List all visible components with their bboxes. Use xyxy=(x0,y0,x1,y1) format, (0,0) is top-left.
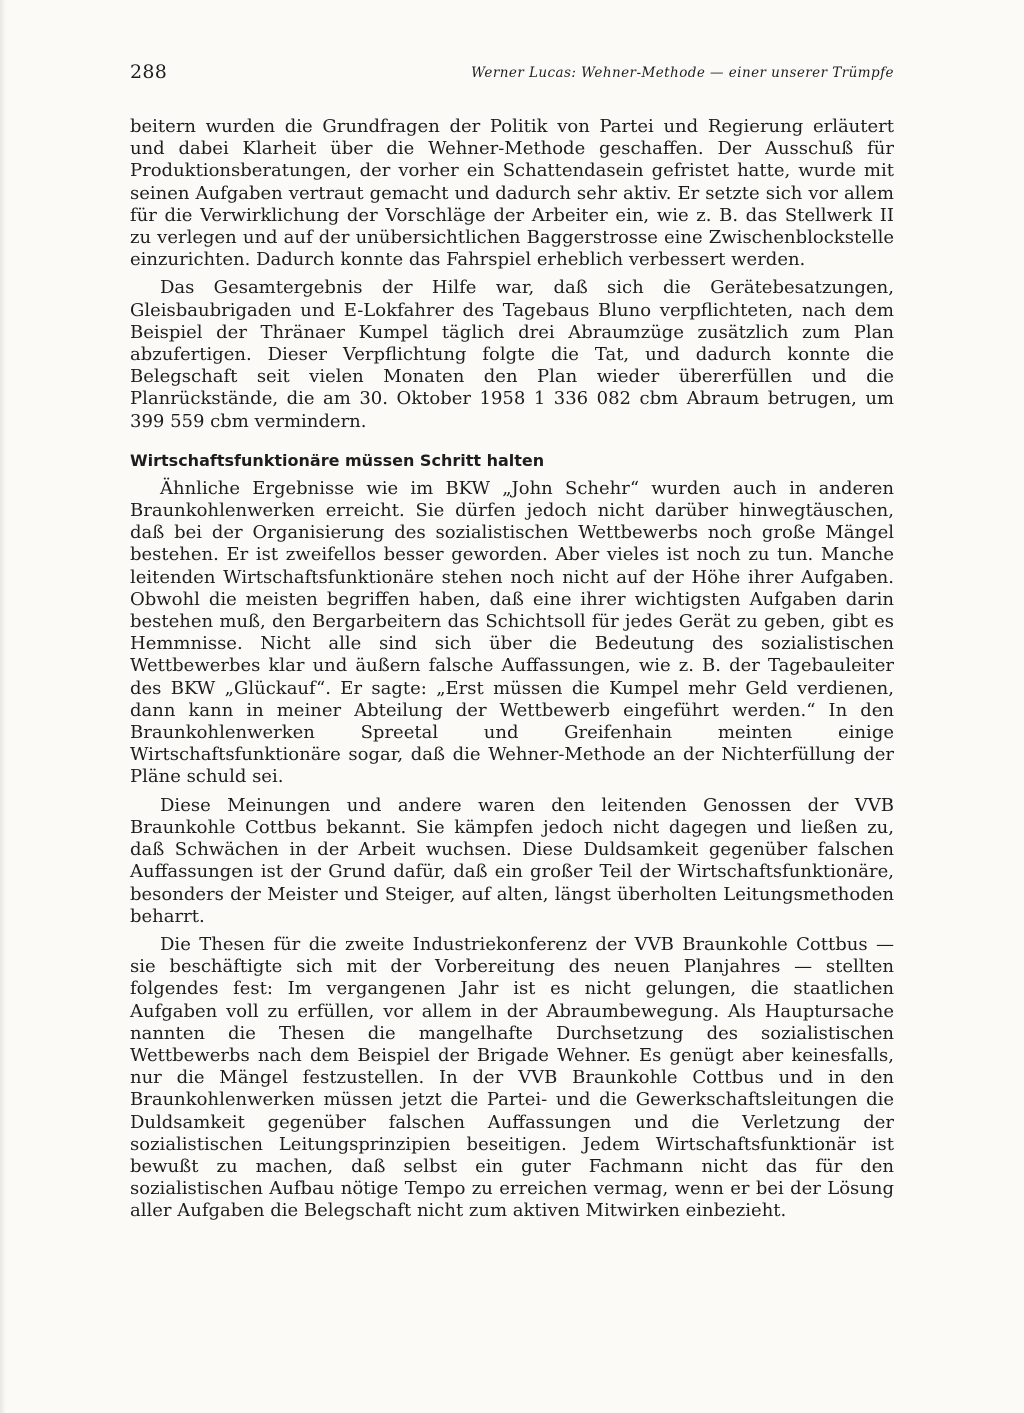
running-title: Werner Lucas: Wehner-Methode — einer unserer Trümpfe xyxy=(471,65,894,81)
article-body xyxy=(130,116,894,1223)
page-header xyxy=(130,58,894,88)
body-paragraph-opinions: Diese Meinungen und andere waren den leitenden Genossen der VVB Braunkohle Cottbus bekannt. Sie kämpfen jedoch nicht dagegen und ließen zu, daß Schwächen in der Arbeit wuchsen. Diese Duldsamkeit gegenüber falschen Auffassungen ist der Grund dafür, daß ein großer Teil der Wirtschaftsfunktionäre, besonders der Meister und Steiger, auf alten, längst überholten Leitungsmethoden beharrt. xyxy=(130,794,894,927)
body-paragraph-similar-results: Ähnliche Ergebnisse wie im BKW „John Schehr“ wurden auch in anderen Braunkohlenwerken erreicht. Sie dürfen jedoch nicht darüber hinwegtäuschen, daß bei der Organisierung des sozialistischen Wettbewerbs noch große Mängel bestehen. Er ist zweifellos besser geworden. Aber vieles ist noch zu tun. Manche leitenden Wirtschaftsfunktionäre stehen noch nicht auf der Höhe ihrer Aufgaben. Obwohl die meisten begriffen haben, daß eine ihrer wichtigsten Aufgaben darin bestehen muß, den Bergarbeitern das Schichtsoll für jedes Gerät zu geben, gibt es Hemmnisse. Nicht alle sind sich über die Bedeutung des sozialistischen Wettbewerbes klar und äußern falsche Auffassungen, wie z. B. der Tagebauleiter des BKW „Glückauf“. Er sagte: „Erst müssen die Kumpel mehr Geld verdienen, dann kann in meiner Abteilung der Wettbewerb eingeführt werden.“ In den Braunkohlenwerken Spreetal und Greifenhain meinten einige Wirtschaftsfunktionäre sogar, daß die Wehner-Methode an der Nichterfüllung der Pläne schuld sei. xyxy=(130,477,894,788)
body-paragraph-continuation: beitern wurden die Grundfragen der Politik von Partei und Regierung erläutert und dabei Klarheit über die Wehner-Methode geschaffen. Der Ausschuß für Produktionsberatungen, der vorher ein Schattendasein gefristet hatte, wurde mit seinen Aufgaben vertraut gemacht und dadurch sehr aktiv. Er setzte sich vor allem für die Verwirklichung der Vorschläge der Arbeiter ein, wie z. B. das Stellwerk II zu verlegen und auf der unübersichtlichen Baggerstrosse eine Zwischenblockstelle einzurichten. Dadurch konnte das Fahrspiel erheblich verbessert werden. xyxy=(130,116,894,271)
body-paragraph-results: Das Gesamtergebnis der Hilfe war, daß sich die Gerätebesatzungen, Gleisbaubrigaden und E-Lokfahrer des Tagebaus Bluno verpflichteten, nach dem Beispiel der Thränaer Kumpel täglich drei Abraumzüge zusätzlich zum Plan abzufertigen. Dieser Verpflichtung folgte die Tat, und dadurch konnte die Belegschaft seit vielen Monaten den Plan wieder übererfüllen und die Planrückstände, die am 30. Oktober 1958 1 336 082 cbm Abraum betrugen, um 399 559 cbm vermindern. xyxy=(130,277,894,432)
page-number: 288 xyxy=(130,61,168,83)
section-heading: Wirtschaftsfunktionäre müssen Schritt halten xyxy=(130,450,545,470)
scan-edge xyxy=(0,0,6,1413)
body-paragraph-theses: Die Thesen für die zweite Industriekonferenz der VVB Braunkohle Cottbus — sie beschäftigte sich mit der Vorbereitung des neuen Planjahres — stellten folgendes fest: Im vergangenen Jahr ist es nicht gelungen, die staatlichen Aufgaben voll zu erfüllen, vor allem in der Abraumbewegung. Als Hauptursache nannten die Thesen die mangelhafte Durchsetzung des sozialistischen Wettbewerbs nach dem Beispiel der Brigade Wehner. Es genügt aber keinesfalls, nur die Mängel festzustellen. In der VVB Braunkohle Cottbus und in den Braunkohlenwerken müssen jetzt die Partei- und die Gewerkschaftsleitungen die Duldsamkeit gegenüber falschen Auffassungen und die Verletzung der sozialistischen Leitungsprinzipien beseitigen. Jedem Wirtschaftsfunktionär ist bewußt zu machen, daß selbst ein guter Fachmann nicht das für den sozialistischen Aufbau nötige Tempo zu erreichen vermag, wenn er bei der Lösung aller Aufgaben die Belegschaft nicht zum aktiven Mitwirken einbezieht. xyxy=(130,933,894,1222)
